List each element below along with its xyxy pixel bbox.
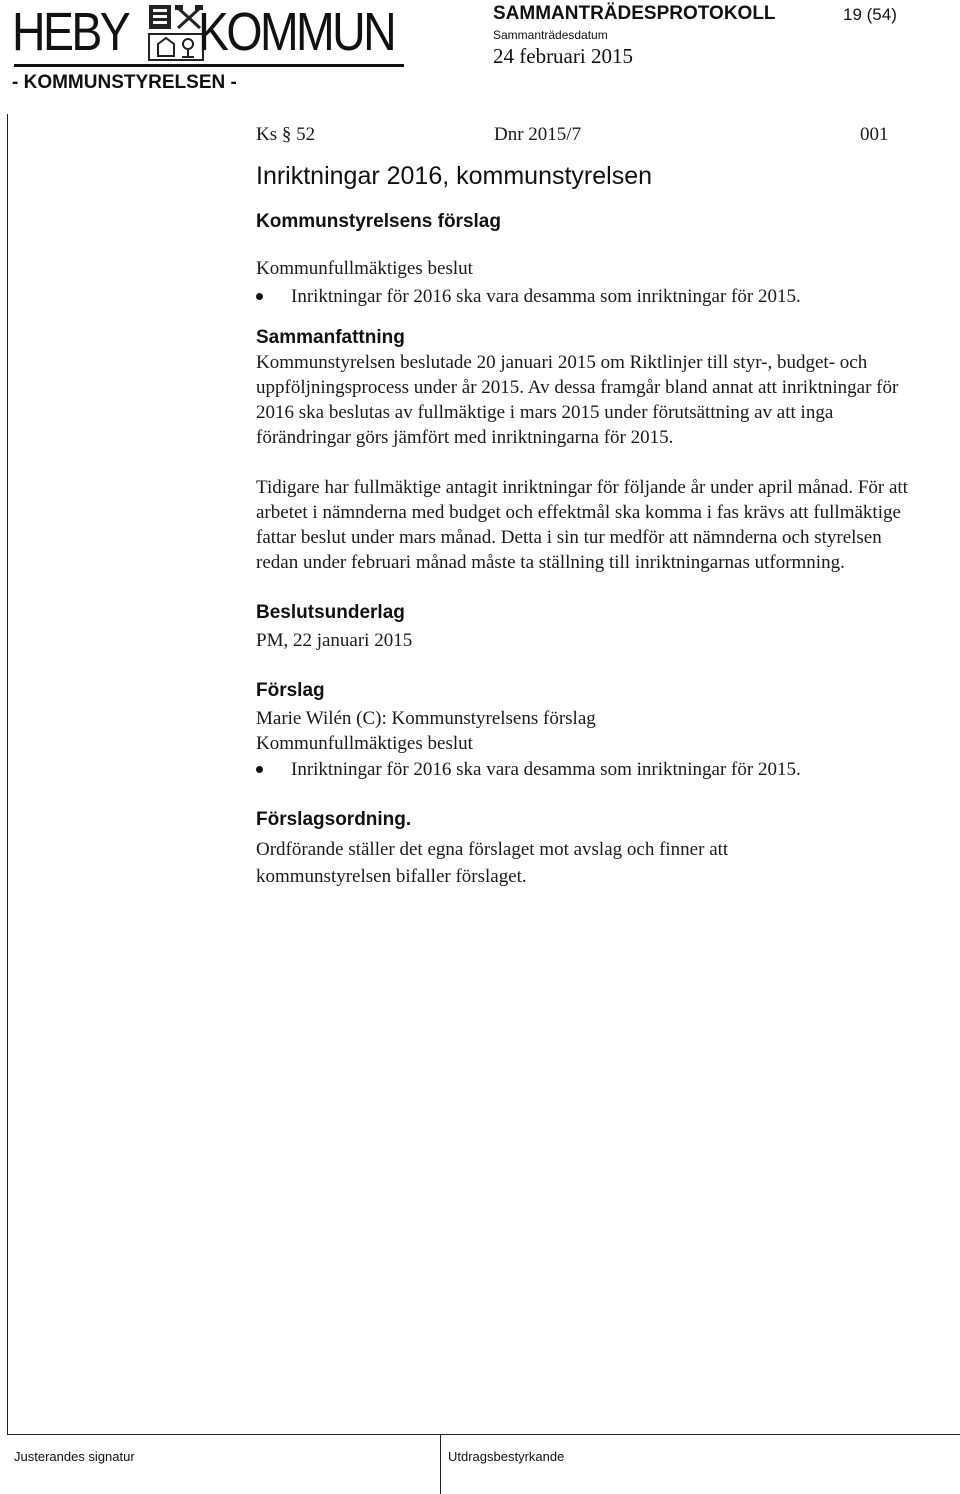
case-code: 001 bbox=[860, 124, 889, 145]
motion-line-2: Kommunfullmäktiges beslut bbox=[256, 733, 473, 754]
signature-field-label: Justerandes signatur bbox=[14, 1449, 135, 1464]
case-reference bbox=[256, 122, 916, 150]
summary-paragraph-1: Kommunstyrelsen beslutade 20 januari 2015 om Riktlinjer till styr-, budget- och uppföljningsprocess under år 2015. Av dessa framgår bland annat att inriktningar för 2016 ska beslutas av fullmäktige i mars 2015 under förutsättning av att inga förändringar görs jämfört med inriktningarna för 2015. bbox=[256, 352, 899, 448]
margin-rule bbox=[7, 114, 8, 1434]
proposal-bullet-text: Inriktningar för 2016 ska vara desamma som inriktningar för 2015. bbox=[291, 286, 801, 307]
motion-bullet-text: Inriktningar för 2016 ska vara desamma som inriktningar för 2015. bbox=[291, 759, 801, 780]
certification-field-label: Utdragsbestyrkande bbox=[448, 1449, 565, 1464]
heading-proposal-order: Förslagsordning. bbox=[256, 809, 412, 830]
subheading-council-decision: Kommunfullmäktiges beslut bbox=[256, 258, 473, 279]
case-paragraph-number: Ks § 52 bbox=[256, 124, 316, 145]
summary-paragraph-2: Tidigare har fullmäktige antagit inriktningar för följande år under april månad. För att arbetet i nämnderna med budget och effektmål ska komma i fas krävs att fullmäktige fattar beslut under mars månad. Detta i sin tur medför att nämnderna och styrelsen redan under februari månad måste ta ställning till inriktningarnas utformning. bbox=[256, 477, 908, 573]
motion-line-1: Marie Wilén (C): Kommunstyrelsens förslag bbox=[256, 708, 596, 729]
heading-board-proposal: Kommunstyrelsens förslag bbox=[256, 211, 501, 232]
heby-kommun-logo bbox=[12, 2, 404, 66]
protocol-body bbox=[256, 122, 916, 892]
logo-text-kommun: KOMMUN bbox=[198, 2, 395, 62]
heading-motion: Förslag bbox=[256, 680, 325, 701]
meeting-date: 24 februari 2015 bbox=[493, 44, 633, 68]
protocol-title: SAMMANTRÄDESPROTOKOLL bbox=[493, 3, 776, 24]
bullet-icon bbox=[256, 766, 263, 773]
department-name: - KOMMUNSTYRELSEN - bbox=[12, 72, 237, 93]
heading-summary: Sammanfattning bbox=[256, 327, 405, 348]
list-item bbox=[256, 284, 916, 309]
proposal-order-line-2: kommunstyrelsen bifaller förslaget. bbox=[256, 866, 527, 887]
footer-rule bbox=[7, 1434, 960, 1435]
logo-underline bbox=[14, 64, 404, 67]
proposal-order-line-1: Ordförande ställer det egna förslaget mot avslag och finner att bbox=[256, 839, 729, 860]
case-diary-number: Dnr 2015/7 bbox=[494, 124, 582, 145]
decision-basis-item: PM, 22 januari 2015 bbox=[256, 630, 413, 651]
page-number: 19 (54) bbox=[843, 5, 897, 24]
coat-of-arms-icon bbox=[148, 4, 204, 62]
case-title: Inriktningar 2016, kommunstyrelsen bbox=[256, 162, 653, 190]
list-item bbox=[256, 757, 916, 782]
footer-divider bbox=[440, 1434, 441, 1494]
meeting-date-label: Sammanträdesdatum bbox=[493, 28, 608, 42]
heading-decision-basis: Beslutsunderlag bbox=[256, 602, 405, 623]
bullet-icon bbox=[256, 293, 263, 300]
logo-text-heby: HEBY bbox=[12, 2, 129, 62]
